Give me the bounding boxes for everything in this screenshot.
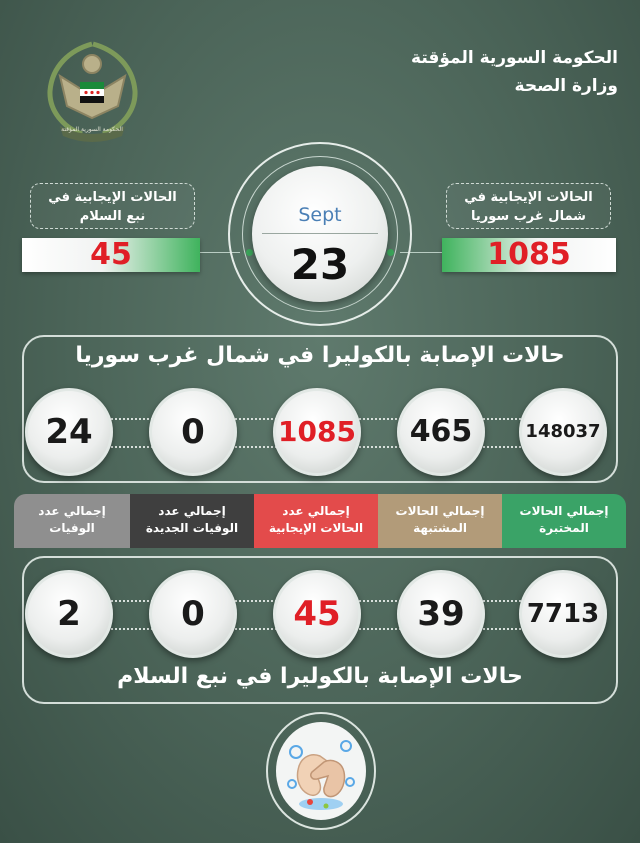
category-line: المشتبهة: [413, 521, 467, 535]
category-line: إجمالي عدد: [158, 504, 226, 518]
northwest-positive-value: 1085: [487, 237, 571, 272]
peace-spring-new-deaths-value: 0: [181, 594, 205, 634]
northwest-deaths-value: 24: [45, 412, 93, 452]
northwest-positive-disc: [273, 388, 361, 476]
gov-name: الحكومة السورية المؤقتة: [411, 48, 618, 68]
northwest-title: حالات الإصابة بالكوليرا في شمال غرب سوريا: [75, 343, 565, 368]
northwest-new-deaths-disc: [149, 388, 237, 476]
northwest-new-deaths-value: 0: [181, 412, 205, 452]
category-positive: [254, 494, 378, 548]
category-line: الوفيات: [49, 521, 95, 535]
peace-spring-tested-disc: [519, 570, 607, 658]
category-new-deaths: [130, 494, 254, 548]
peace-spring-deaths-value: 2: [57, 594, 81, 634]
peace-spring-positive-label: [30, 183, 195, 229]
northwest-deaths-disc: [25, 388, 113, 476]
category-suspected: [378, 494, 502, 548]
category-line: إجمالي عدد: [38, 504, 106, 518]
government-emblem: [30, 36, 155, 146]
peace-spring-positive-bar: [22, 238, 200, 272]
emblem-banner-text: الحكومة السورية المؤقتة: [61, 126, 123, 133]
label-line: الحالات الإيجابية في: [464, 190, 593, 205]
date-separator: [262, 233, 378, 234]
hand-washing-icon: [276, 722, 366, 820]
peace-spring-new-deaths-disc: [149, 570, 237, 658]
peace-spring-title: حالات الإصابة بالكوليرا في نبع السلام: [117, 664, 523, 689]
northwest-positive-count: 1085: [278, 415, 356, 448]
northwest-positive-bar: [442, 238, 616, 272]
label-line: نبع السلام: [79, 209, 146, 224]
northwest-tested-value: 148037: [525, 421, 601, 442]
peace-spring-deaths-disc: [25, 570, 113, 658]
northwest-positive-label: [446, 183, 611, 229]
label-line: شمال غرب سوريا: [471, 209, 586, 224]
category-line: الوفيات الجديدة: [145, 521, 239, 535]
northwest-suspected-disc: [397, 388, 485, 476]
peace-spring-suspected-value: 39: [417, 594, 465, 634]
category-line: إجمالي الحالات: [519, 504, 609, 518]
category-line: إجمالي عدد: [282, 504, 350, 518]
label-line: الحالات الإيجابية في: [48, 190, 177, 205]
northwest-suspected-value: 465: [409, 414, 473, 449]
date-month: Sept: [298, 204, 342, 226]
peace-spring-suspected-disc: [397, 570, 485, 658]
category-tested: [502, 494, 626, 548]
category-deaths: [14, 494, 130, 548]
peace-spring-positive-count: 45: [293, 594, 341, 634]
ministry-name: وزارة الصحة: [514, 76, 618, 96]
government-title: [411, 44, 618, 100]
category-line: الحالات الإيجابية: [268, 521, 364, 535]
category-line: المختبرة: [539, 521, 589, 535]
northwest-tested-disc: [519, 388, 607, 476]
peace-spring-positive-value: 45: [90, 237, 132, 272]
peace-spring-tested-value: 7713: [526, 599, 600, 629]
date-day: 23: [290, 240, 350, 289]
category-line: إجمالي الحالات: [395, 504, 485, 518]
hand-wash-disc: [276, 722, 366, 820]
peace-spring-positive-disc: [273, 570, 361, 658]
